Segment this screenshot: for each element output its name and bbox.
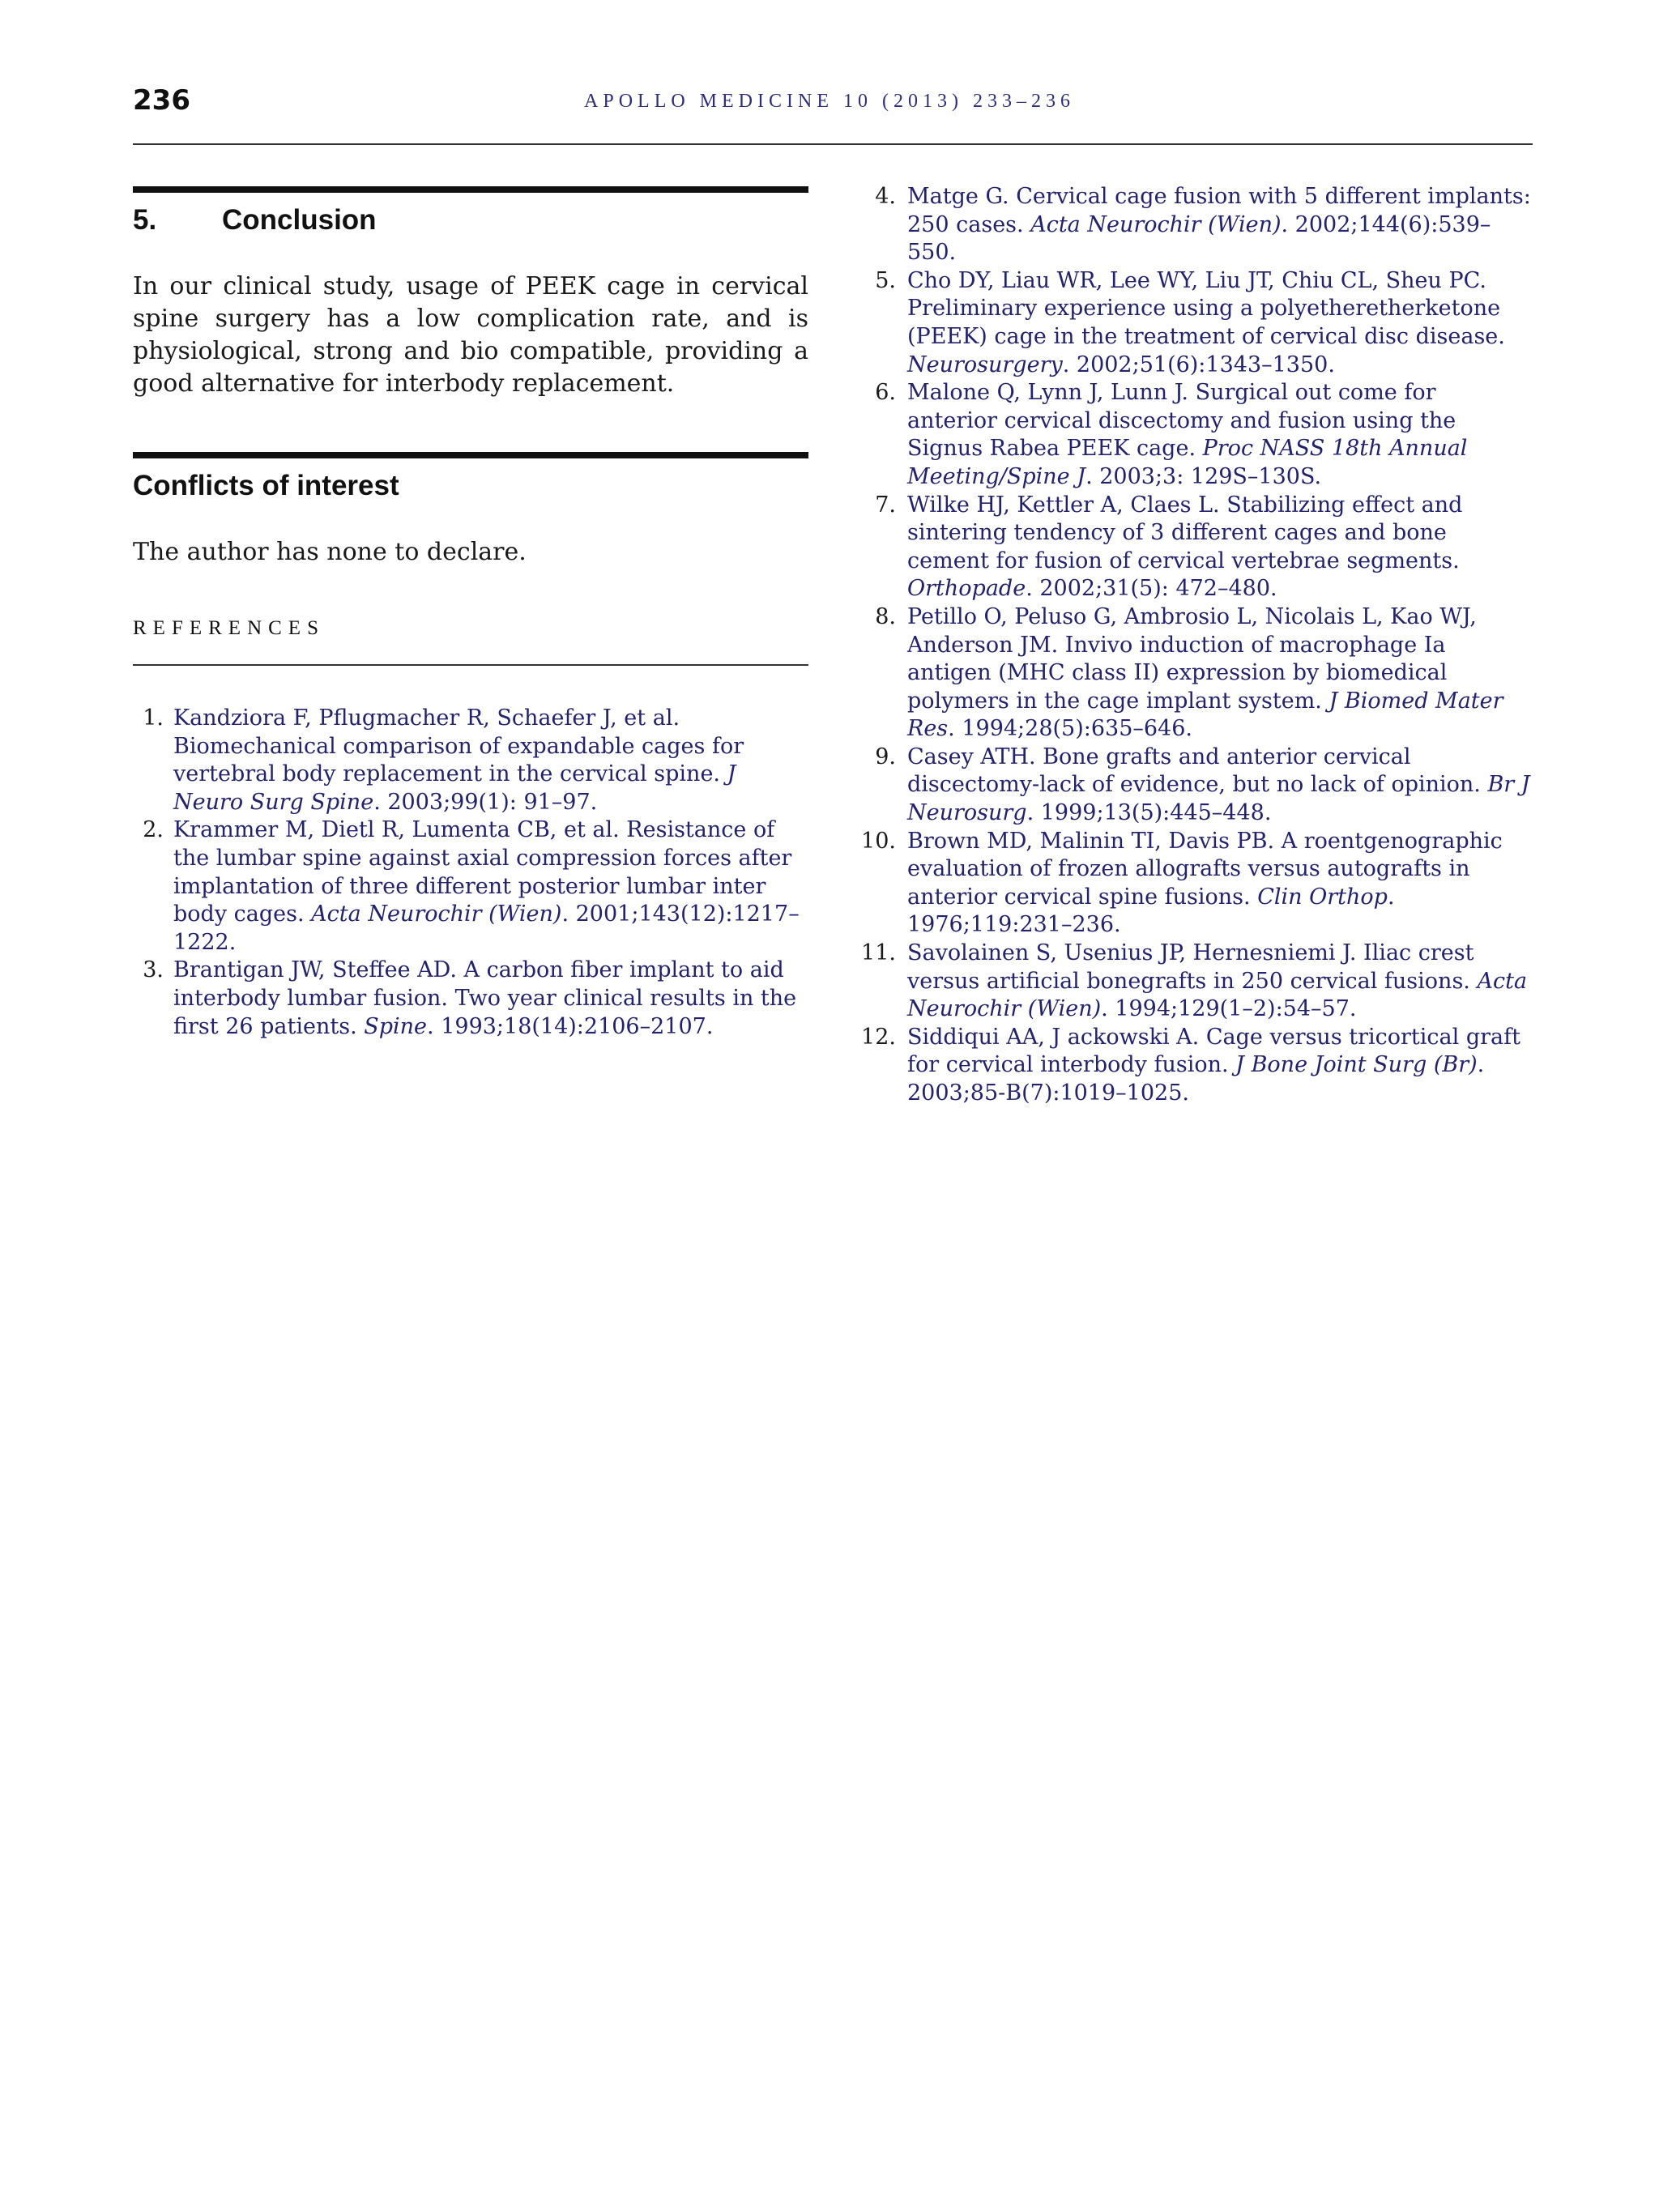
reference-citation: Petillo O, Peluso G, Ambrosio L, Nicolais L, Kao WJ, Anderson JM. Invivo induction of macrophage Ia antigen (MHC class II) expression by biomedical polymers in the cage implant system. xyxy=(907,603,1477,714)
reference-citation: Matge G. Cervical cage fusion with 5 different implants: 250 cases. xyxy=(907,184,1531,237)
reference-text xyxy=(907,603,1533,744)
conclusion-heading xyxy=(133,204,808,237)
reference-citation: Brantigan JW, Steffee AD. A carbon fiber implant to aid interbody lumbar fusion. Two year clinical results in the first 26 patients. xyxy=(173,957,797,1039)
conclusion-text: In our clinical study, usage of PEEK cage in cervical spine surgery has a low complication rate, and is physiological, strong and bio compatible, providing a good alternative for interbody replacement. xyxy=(133,272,808,398)
references-list-right xyxy=(859,183,1533,1108)
reference-citation: Casey ATH. Bone grafts and anterior cervical discectomy-lack of evidence, but no lack of opinion. xyxy=(907,744,1488,798)
reference-journal: Acta Neurochir (Wien) xyxy=(907,968,1528,1022)
references-list-left xyxy=(133,705,808,1041)
reference-journal: J Neuro Surg Spine xyxy=(173,761,736,815)
reference-details: . 1999;13(5):445–448. xyxy=(1026,800,1272,826)
references-rule xyxy=(133,664,808,666)
reference-number: 10. xyxy=(861,828,896,854)
reference-number: 8. xyxy=(875,603,896,629)
reference-journal: J Bone Joint Surg (Br) xyxy=(1235,1052,1478,1078)
conflicts-section xyxy=(133,452,808,569)
reference-journal: Br J Neurosurg xyxy=(907,772,1530,826)
references-heading: REFERENCES xyxy=(133,617,325,639)
reference-item[interactable] xyxy=(859,940,1533,1024)
reference-number: 12. xyxy=(861,1024,896,1050)
reference-item[interactable] xyxy=(859,267,1533,379)
reference-details: . 1976;119:231–236. xyxy=(907,884,1395,938)
reference-number: 2. xyxy=(143,817,164,843)
reference-item[interactable] xyxy=(133,957,808,1041)
running-head: APOLLO MEDICINE 10 (2013) 233–236 xyxy=(584,91,1075,112)
reference-text xyxy=(173,816,808,957)
reference-citation: Brown MD, Malinin TI, Davis PB. A roentgenographic evaluation of frozen allografts versus autografts in anterior cervical spine fusions. xyxy=(907,828,1503,910)
conflicts-heading xyxy=(133,470,808,502)
reference-details: . 2001;143(12):1217–1222. xyxy=(173,901,800,955)
reference-citation: Siddiqui AA, J ackowski A. Cage versus tricortical graft for cervical interbody fusion. xyxy=(907,1024,1520,1078)
reference-number: 5. xyxy=(875,267,896,293)
reference-details: . 2003;99(1): 91–97. xyxy=(373,789,598,815)
reference-details: . 2003;3: 129S–130S. xyxy=(1085,463,1322,489)
reference-citation: Kandziora F, Pflugmacher R, Schaefer J, et al. Biomechanical comparison of expandable cages for vertebral body replacement in the cervical spine. xyxy=(173,705,744,787)
reference-details: . 2002;31(5): 472–480. xyxy=(1026,576,1277,602)
reference-item[interactable] xyxy=(859,603,1533,744)
reference-number: 7. xyxy=(875,492,896,518)
reference-journal: Acta Neurochir (Wien) xyxy=(311,901,562,927)
reference-number: 11. xyxy=(861,940,896,966)
header-rule xyxy=(133,143,1533,145)
reference-number: 9. xyxy=(875,744,896,769)
reference-item[interactable] xyxy=(859,492,1533,603)
reference-details: . 2003;85-B(7):1019–1025. xyxy=(907,1052,1485,1106)
reference-citation: Krammer M, Dietl R, Lumenta CB, et al. Resistance of the lumbar spine against axial compression forces after implantation of three different posterior lumbar inter body cages. xyxy=(173,817,792,927)
page-number: 236 xyxy=(133,84,190,117)
reference-details: . 1994;28(5):635–646. xyxy=(948,716,1192,742)
reference-item[interactable] xyxy=(133,816,808,957)
reference-item[interactable] xyxy=(859,828,1533,940)
reference-item[interactable] xyxy=(859,1024,1533,1108)
reference-item[interactable] xyxy=(859,183,1533,267)
reference-text xyxy=(907,828,1533,940)
section-title: Conflicts of interest xyxy=(133,470,399,501)
reference-text xyxy=(907,940,1533,1024)
reference-journal: Clin Orthop xyxy=(1257,884,1388,910)
section-title: Conclusion xyxy=(222,204,377,236)
reference-journal: Neurosurgery xyxy=(907,352,1063,377)
reference-citation: Malone Q, Lynn J, Lunn J. Surgical out come for anterior cervical discectomy and fusion using the Signus Rabea PEEK cage. xyxy=(907,380,1456,462)
reference-journal: J Biomed Mater Res xyxy=(907,688,1503,742)
reference-citation: Savolainen S, Usenius JP, Hernesniemi J. Iliac crest versus artificial bonegrafts in 250 cervical fusions. xyxy=(907,940,1478,994)
reference-text xyxy=(173,705,808,816)
reference-details: . 2002;51(6):1343–1350. xyxy=(1062,352,1335,377)
reference-text xyxy=(907,1024,1533,1108)
reference-number: 6. xyxy=(875,380,896,406)
reference-number: 4. xyxy=(875,184,896,209)
left-column xyxy=(133,186,808,1041)
reference-text xyxy=(907,744,1533,828)
reference-citation: Cho DY, Liau WR, Lee WY, Liu JT, Chiu CL, Sheu PC. Preliminary experience using a polyetheretherketone (PEEK) cage in the treatment of cervical disc disease. xyxy=(907,267,1505,349)
section-rule xyxy=(133,452,808,458)
conflicts-text: The author has none to declare. xyxy=(133,538,527,566)
reference-journal: Acta Neurochir (Wien) xyxy=(1030,211,1282,237)
reference-text xyxy=(907,183,1533,267)
reference-text xyxy=(907,267,1533,379)
reference-item[interactable] xyxy=(859,744,1533,828)
right-column xyxy=(859,183,1533,1108)
reference-details: . 1993;18(14):2106–2107. xyxy=(427,1013,714,1039)
reference-details: . 1994;129(1–2):54–57. xyxy=(1101,996,1357,1022)
section-number: 5. xyxy=(133,204,157,236)
reference-journal: Spine xyxy=(364,1013,428,1039)
reference-text xyxy=(173,957,808,1041)
reference-citation: Wilke HJ, Kettler A, Claes L. Stabilizing effect and sintering tendency of 3 different cages and bone cement for fusion of cervical vertebrae segments. xyxy=(907,492,1463,573)
reference-details: . 2002;144(6):539–550. xyxy=(907,211,1491,266)
reference-journal: Proc NASS 18th Annual Meeting/Spine J xyxy=(907,436,1468,489)
reference-text xyxy=(907,492,1533,603)
section-rule xyxy=(133,186,808,193)
reference-item[interactable] xyxy=(859,379,1533,491)
reference-number: 1. xyxy=(143,705,164,731)
reference-text xyxy=(907,379,1533,491)
reference-journal: Orthopade xyxy=(907,576,1026,602)
reference-item[interactable] xyxy=(133,705,808,816)
reference-number: 3. xyxy=(143,957,164,983)
